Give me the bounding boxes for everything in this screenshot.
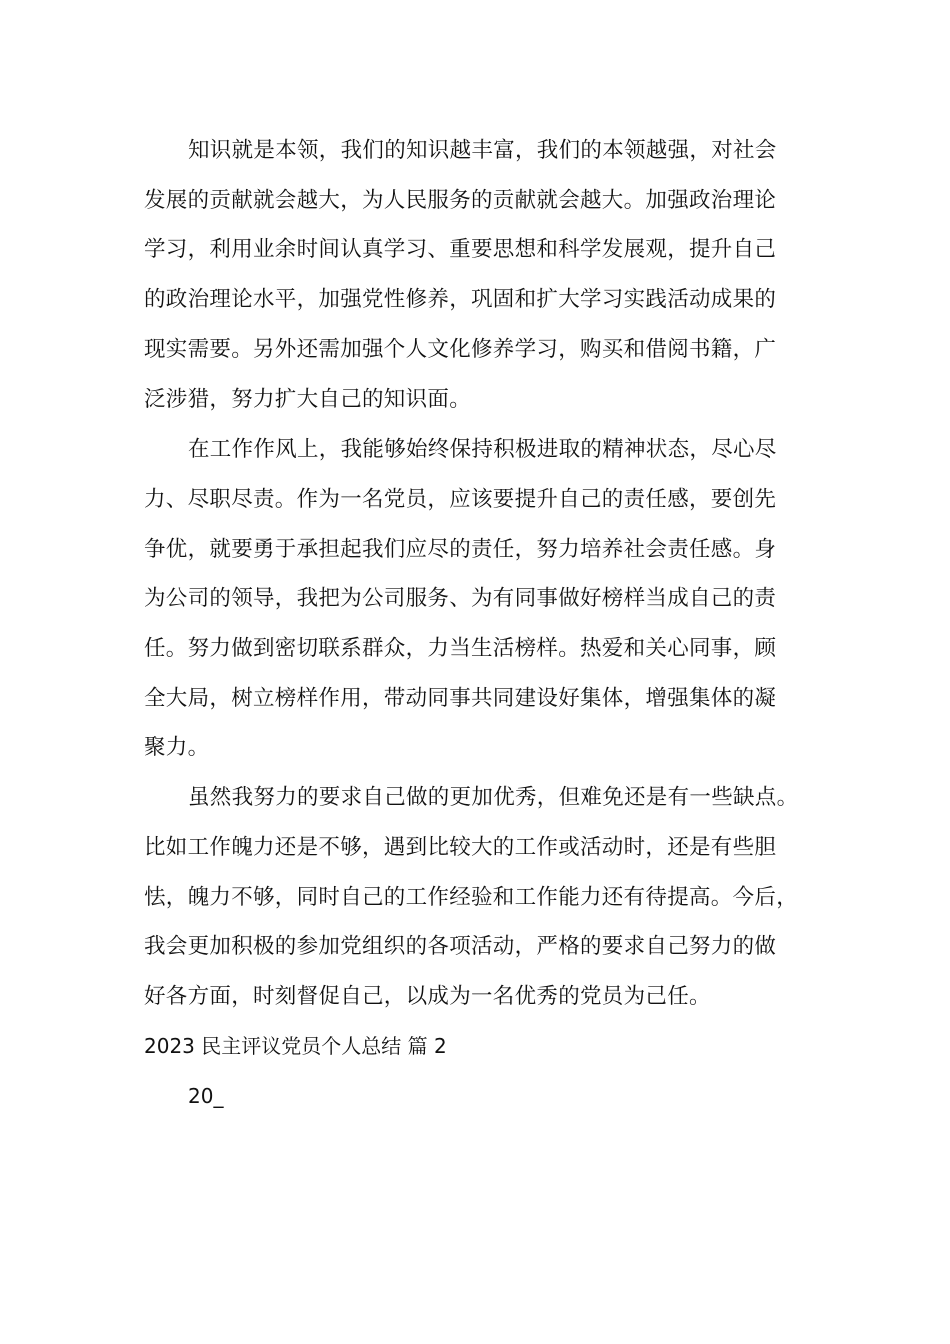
paragraph-line: 我会更加积极的参加党组织的各项活动，严格的要求自己努力的做 bbox=[144, 934, 777, 959]
paragraph-line: 学习，利用业余时间认真学习、重要思想和科学发展观，提升自己 bbox=[144, 237, 777, 262]
paragraph-line: 发展的贡献就会越大，为人民服务的贡献就会越大。加强政治理论 bbox=[144, 188, 777, 213]
paragraph-line: 在工作作风上，我能够始终保持积极进取的精神状态，尽心尽 bbox=[188, 437, 777, 462]
paragraph-line: 好各方面，时刻督促自己，以成为一名优秀的党员为己任。 bbox=[144, 984, 711, 1009]
trailing-text: 20_ bbox=[188, 1084, 224, 1108]
paragraph-line: 争优，就要勇于承担起我们应尽的责任，努力培养社会责任感。身 bbox=[144, 537, 777, 562]
section-heading: 2023 民主评议党员个人总结 篇 2 bbox=[144, 1034, 447, 1058]
paragraph-line: 比如工作魄力还是不够，遇到比较大的工作或活动时，还是有些胆 bbox=[144, 835, 777, 860]
paragraph-line: 为公司的领导，我把为公司服务、为有同事做好榜样当成自己的责 bbox=[144, 586, 777, 611]
paragraph-line: 泛涉猎，努力扩大自己的知识面。 bbox=[144, 387, 472, 412]
paragraph-line: 全大局，树立榜样作用，带动同事共同建设好集体，增强集体的凝 bbox=[144, 686, 777, 711]
paragraph-line: 知识就是本领，我们的知识越丰富，我们的本领越强，对社会 bbox=[188, 138, 777, 163]
paragraph-line: 聚力。 bbox=[144, 735, 210, 760]
paragraph-line: 虽然我努力的要求自己做的更加优秀，但难免还是有一些缺点。 bbox=[188, 785, 799, 810]
paragraph-line: 任。努力做到密切联系群众，力当生活榜样。热爱和关心同事，顾 bbox=[144, 636, 777, 661]
paragraph-line: 现实需要。另外还需加强个人文化修养学习，购买和借阅书籍，广 bbox=[144, 337, 777, 362]
paragraph-line: 的政治理论水平，加强党性修养，巩固和扩大学习实践活动成果的 bbox=[144, 287, 777, 312]
paragraph-line: 怯，魄力不够，同时自己的工作经验和工作能力还有待提高。今后， bbox=[144, 885, 799, 910]
paragraph-line: 力、尽职尽责。作为一名党员，应该要提升自己的责任感，要创先 bbox=[144, 487, 777, 512]
